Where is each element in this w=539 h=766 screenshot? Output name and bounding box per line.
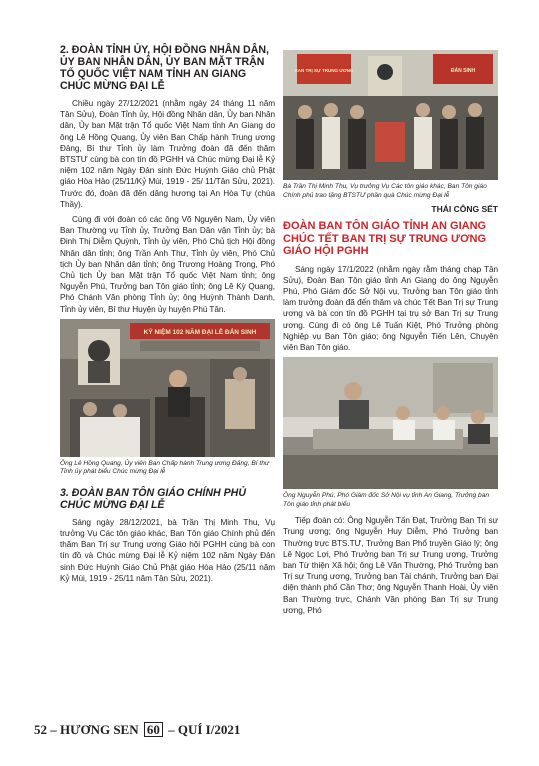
issue-number: 60 bbox=[144, 722, 163, 737]
page-footer: 52 – HƯƠNG SEN 60 – QUÍ I/2021 bbox=[34, 722, 241, 737]
photo-gift-caption: Bà Trần Thị Minh Thu, Vụ trưởng Vụ Các tôn giáo khác, Ban Tôn giáo Chính phủ trao tặng BTSTƯ phần quà Chúc mừng Đại lễ bbox=[283, 183, 487, 199]
section-3-heading: 3. ĐOÀN BAN TÔN GIÁO CHÍNH PHỦ CHÚC MỪNG ĐẠI LỄ bbox=[60, 486, 246, 511]
section-2-paragraph-2: Cùng đi với đoàn có các ông Võ Nguyên Nam, Ủy viên Ban Thường vụ Tỉnh ủy, Trưởng Ban Dân vận Tỉnh ủy; bà Đinh Thị Diễm Quỳnh, Tỉnh ủy viên, Phó Chủ tịch Hội đồng Nhân dân tỉnh; ông Trần Anh Thư, Tỉnh ủy viên, Phó Chủ tịch Ủy ban Nhân dân tỉnh; ông Trương Hoàng Trọng, Phó Chủ tịch Ủy ban Mặt trận Tổ quốc Việt Nam tỉnh; ông Nguyễn Phú, Trưởng ban Tôn giáo tỉnh; ông Lê Kỳ Quang, Phó Chánh Văn phòng Tỉnh ủy; ông Huỳnh Thành Danh, Tỉnh ủy viên, Bí thư Huyện ủy huyện Phú Tân. bbox=[60, 215, 275, 314]
issue-period: QUÍ I/2021 bbox=[177, 722, 241, 737]
photo-speech-lectern bbox=[60, 319, 275, 457]
photo-meeting bbox=[283, 357, 498, 489]
photo-meeting-illustration bbox=[283, 357, 498, 489]
red-section-paragraph-2: Tiếp đoàn có: Ông Nguyễn Tấn Đạt, Trưởng Ban Trị sự Trung ương; ông Nguyễn Huy Diễm, Phó Trưởng ban Thường trực BTS.TƯ, Trưởng Ban Phổ truyền Giáo lý; ông Lê Ngọc Lợi, Phó Trưởng ban Trị sự Trung ương, Trưởng ban Từ thiện Xã hội; ông Lê Văn Thường, Phó Trưởng ban Trị sự Trung ương, Trưởng ban Tài chánh, Trưởng ban Đại diện thành phố Cần Thơ; ông Nguyễn Thanh Hoài, Ủy viên Ban Thường trực, Chánh Văn phòng Ban Trị sự Trung ương, Phó bbox=[283, 516, 498, 615]
page-number: 52 bbox=[34, 722, 47, 737]
photo-speech-illustration bbox=[60, 319, 275, 457]
banner-text: KỶ NIỆM 102 NĂM ĐẠI LỄ ĐẢN SINH bbox=[143, 328, 257, 336]
sign-left-text: BAN TRỊ SỰ TRUNG ƯƠNG bbox=[294, 68, 354, 73]
left-column bbox=[60, 44, 275, 588]
sign-right-text: ĐẢN SINH bbox=[450, 68, 476, 74]
red-section-heading: ĐOÀN BAN TÔN GIÁO TỈNH AN GIANG CHÚC TẾT BAN TRỊ SỰ TRUNG ƯƠNG GIÁO HỘI PGHH bbox=[283, 220, 487, 257]
right-column bbox=[283, 44, 498, 620]
section-3-paragraph-1: Sáng ngày 28/12/2021, bà Trần Thị Minh Thu, Vụ trưởng Vụ Các tôn giáo khác, Ban Tôn giáo Chính phủ đến thăm Ban Trị sự Trung ương Giáo hội PGHH cùng bà con tín đồ và Chúc mừng Đại lễ Kỷ niệm 102 năm Ngày Đản sinh Đức Huỳnh Giáo Chủ Phật giáo Hòa Hảo (25/11 năm Kỷ Mùi, 1919 - 25/11 năm Tân Sửu, 2021). bbox=[60, 517, 275, 583]
photo-gift-illustration bbox=[283, 50, 498, 180]
section-2-heading: 2. ĐOÀN TỈNH ỦY, HỘI ĐỒNG NHÂN DÂN, ỦY BAN NHÂN DÂN, ỦY BAN MẶT TRẬN TỔ QUỐC VIỆT NAM TỈNH AN GIANG CHÚC MỪNG ĐẠI LỄ bbox=[60, 44, 269, 92]
photo-gift-ceremony bbox=[283, 50, 498, 180]
red-section-paragraph-1: Sáng ngày 17/1/2022 (nhằm ngày rằm tháng chạp Tân Sửu), Đoàn Ban Tôn giáo tỉnh An Giang do ông Nguyễn Phú, Phó Giám đốc Sở Nội vụ, Trưởng ban Tôn giáo tỉnh làm trưởng đoàn đã đến thăm và chúc Tết Ban Trị sự Trung ương và bà con tín đồ PGHH tại trụ sở Ban Trị sự Trung ương. Cùng đi có ông Lê Tuấn Kiệt, Phó Trưởng phòng Nghiệp vụ Ban Tôn giáo; ông Nguyễn Tiến Lên, Chuyên viên Ban Tôn giáo. bbox=[283, 264, 498, 352]
photo-meeting-caption: Ông Nguyễn Phú, Phó Giám đốc Sở Nội vụ tỉnh An Giang, Trưởng ban Tôn giáo tỉnh phát biểu bbox=[283, 492, 490, 508]
author-name: THÁI CÔNG SẾT bbox=[431, 204, 498, 214]
section-2-paragraph-1: Chiều ngày 27/12/2021 (nhằm ngày 24 tháng 11 năm Tân Sửu), Đoàn Tỉnh ủy, Hội đồng Nhân dân, Ủy ban Nhân dân, Ủy ban Mặt trận Tổ quốc Việt Nam tỉnh An Giang do ông Lê Hồng Quang, Ủy viên Ban Chấp hành Trung ương Đảng, Bí thư Tỉnh ủy làm Trưởng đoàn đã đến thăm BTSTƯ cùng bà con tín đồ PGHH và Chúc mừng Đại lễ Kỷ niệm 102 năm Ngày Đản sinh Đức Huỳnh Giáo chủ Phật giáo Hòa Hảo (25/11/Kỷ Mùi, 1919 - 25/ 11/Tân Sửu, 2021). Trước đó, đoàn đã đến dâng hương tại An Hòa Tự (chùa Thầy). bbox=[60, 99, 275, 209]
magazine-name: HƯƠNG SEN bbox=[60, 722, 139, 737]
photo-speech-caption: Ông Lê Hồng Quang, Ủy viên Ban Chấp hành Trung ương Đảng, Bí thư Tỉnh ủy phát biểu Chúc mừng Đại lễ bbox=[60, 459, 270, 476]
